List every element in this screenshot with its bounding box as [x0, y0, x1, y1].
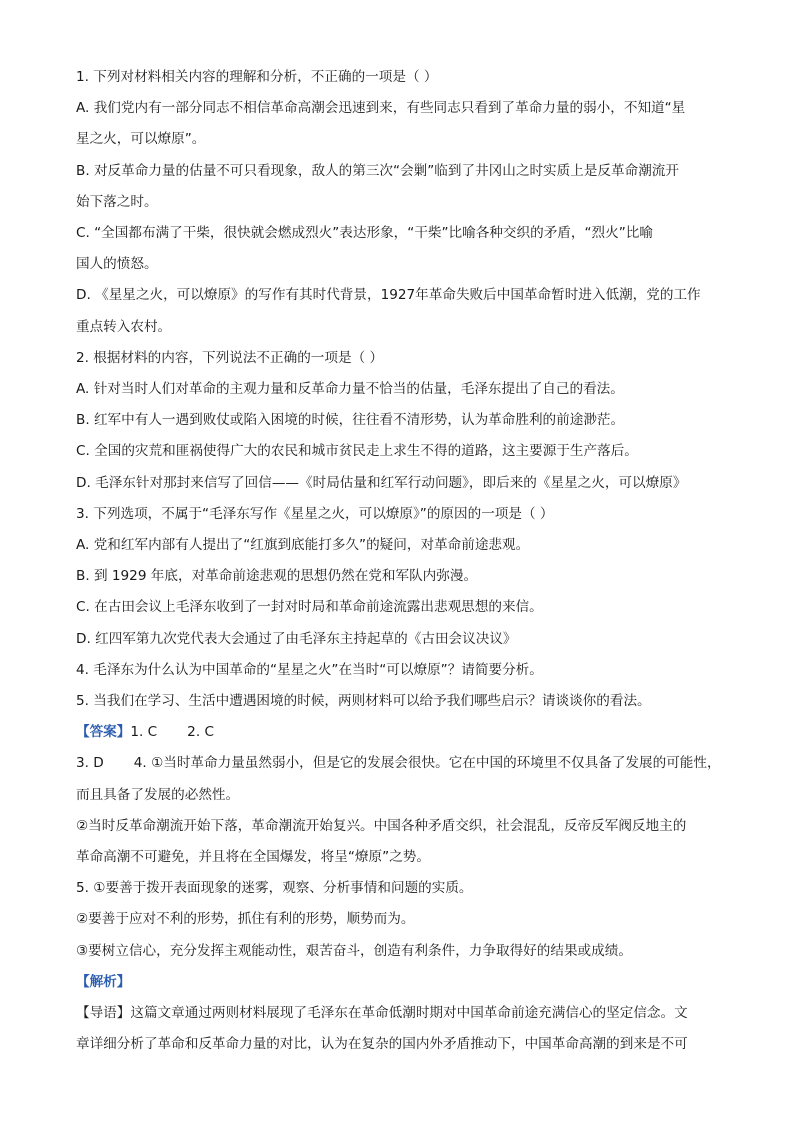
question-1-option-a: A. 我们党内有一部分同志不相信革命高潮会迅速到来，有些同志只看到了革命力量的弱小，不知道“星 — [76, 100, 686, 117]
analysis-heading — [76, 967, 736, 998]
question-1-option-d: D. 《星星之火，可以燎原》的写作有其时代背景，1927年革命失败后中国革命暂时进入低潮，党的工作 — [76, 287, 701, 304]
question-3-option-c: C. 在古田会议上毛泽东收到了一封对时局和革命前途流露出悲观思想的来信。 — [76, 599, 543, 616]
question-2-stem: 2. 根据材料的内容，下列说法不正确的一项是（ ） — [76, 349, 384, 366]
answer-row-2 — [76, 748, 736, 779]
answer-tag: 【答案】 — [76, 724, 131, 741]
question-1-option-c-cont: 国人的愤怒。 — [76, 256, 158, 273]
guide-line-1 — [76, 998, 736, 1029]
question-5: 5. 当我们在学习、生活中遭遇困境的时候，两则材料可以给予我们哪些启示？请谈谈你的看法。 — [76, 693, 651, 710]
answer-5-line-1: 5. ①要善于拨开表面现象的迷雾，观察、分析事情和问题的实质。 — [76, 880, 473, 897]
question-3-option-a: A. 党和红军内部有人提出了“红旗到底能打多久”的疑问，对革命前途悲观。 — [76, 537, 530, 554]
guide-tag: 【导语】 — [76, 1005, 131, 1022]
question-1-option-a-cont: 星之火，可以燎原”。 — [76, 131, 206, 148]
answer-4-line-4: 革命高潮不可避免，并且将在全国爆发，将呈“燎原”之势。 — [76, 849, 430, 866]
answer-row-1 — [76, 717, 736, 748]
answer-4-prefix: 4. — [133, 755, 152, 772]
analysis-tag: 【解析】 — [76, 973, 131, 990]
question-4: 4. 毛泽东为什么认为中国革命的“星星之火”在当时“可以燎原”？请简要分析。 — [76, 661, 543, 678]
answer-5-line-3: ③要树立信心，充分发挥主观能动性，艰苦奋斗，创造有利条件，力争取得好的结果或成绩。 — [76, 942, 632, 959]
guide-text-1: 这篇文章通过两则材料展现了毛泽东在革命低潮时期对中国革命前途充满信心的坚定信念。文 — [130, 1005, 688, 1022]
question-3-option-d: D. 红四军第九次党代表大会通过了由毛泽东主持起草的《古田会议决议》 — [76, 630, 517, 647]
answer-4-line-2: 而且具备了发展的必然性。 — [76, 786, 240, 803]
document-page — [76, 62, 736, 1061]
answer-3: 3. D — [76, 755, 104, 772]
question-1-option-c: C. “全国都布满了干柴，很快就会燃成烈火”表达形象，“干柴”比喻各种交织的矛盾，“烈火”比喻 — [76, 225, 653, 242]
question-2-option-b: B. 红军中有人一遇到败仗或陷入困境的时候，往往看不清形势，认为革命胜利的前途渺茫。 — [76, 412, 625, 429]
guide-line-2: 章详细分析了革命和反革命力量的对比，认为在复杂的国内外矛盾推动下，中国革命高潮的到来是不可 — [76, 1036, 688, 1053]
answer-5-line-2: ②要善于应对不利的形势，抓住有利的形势，顺势而为。 — [76, 911, 415, 928]
question-1-option-b: B. 对反革命力量的估量不可只看现象，敌人的第三次“会剿”临到了井冈山之时实质上是反革命潮流开 — [76, 162, 679, 179]
question-1-stem: 1. 下列对材料相关内容的理解和分析，不正确的一项是（ ） — [76, 69, 438, 85]
question-3-stem: 3. 下列选项，不属于“毛泽东写作《星星之火，可以燎原》”的原因的一项是（ ） — [76, 505, 554, 522]
question-2-option-d: D. 毛泽东针对那封来信写了回信——《时局估量和红军行动问题》，即后来的《星星之火，可以燎原》 — [76, 474, 687, 491]
question-2-option-c: C. 全国的灾荒和匪祸使得广大的农民和城市贫民走上求生不得的道路，这主要源于生产落后。 — [76, 443, 638, 460]
answer-2: 2. C — [187, 724, 214, 741]
question-2-option-a: A. 针对当时人们对革命的主观力量和反革命力量不恰当的估量，毛泽东提出了自己的看法。 — [76, 381, 624, 398]
answer-4-line-1: ①当时革命力量虽然弱小，但是它的发展会很快。它在中国的环境里不仅具备了发展的可能性， — [151, 755, 721, 772]
question-1-option-d-cont: 重点转入农村。 — [76, 318, 172, 335]
answer-1: 1. C — [130, 724, 158, 741]
question-3-option-b: B. 到 1929 年底，对革命前途悲观的思想仍然在党和军队内弥漫。 — [76, 568, 478, 585]
answer-4-line-3: ②当时反革命潮流开始下落，革命潮流开始复兴。中国各种矛盾交织，社会混乱，反帝反军阀反地主的 — [76, 817, 687, 834]
question-1-option-b-cont: 始下落之时。 — [76, 193, 158, 210]
